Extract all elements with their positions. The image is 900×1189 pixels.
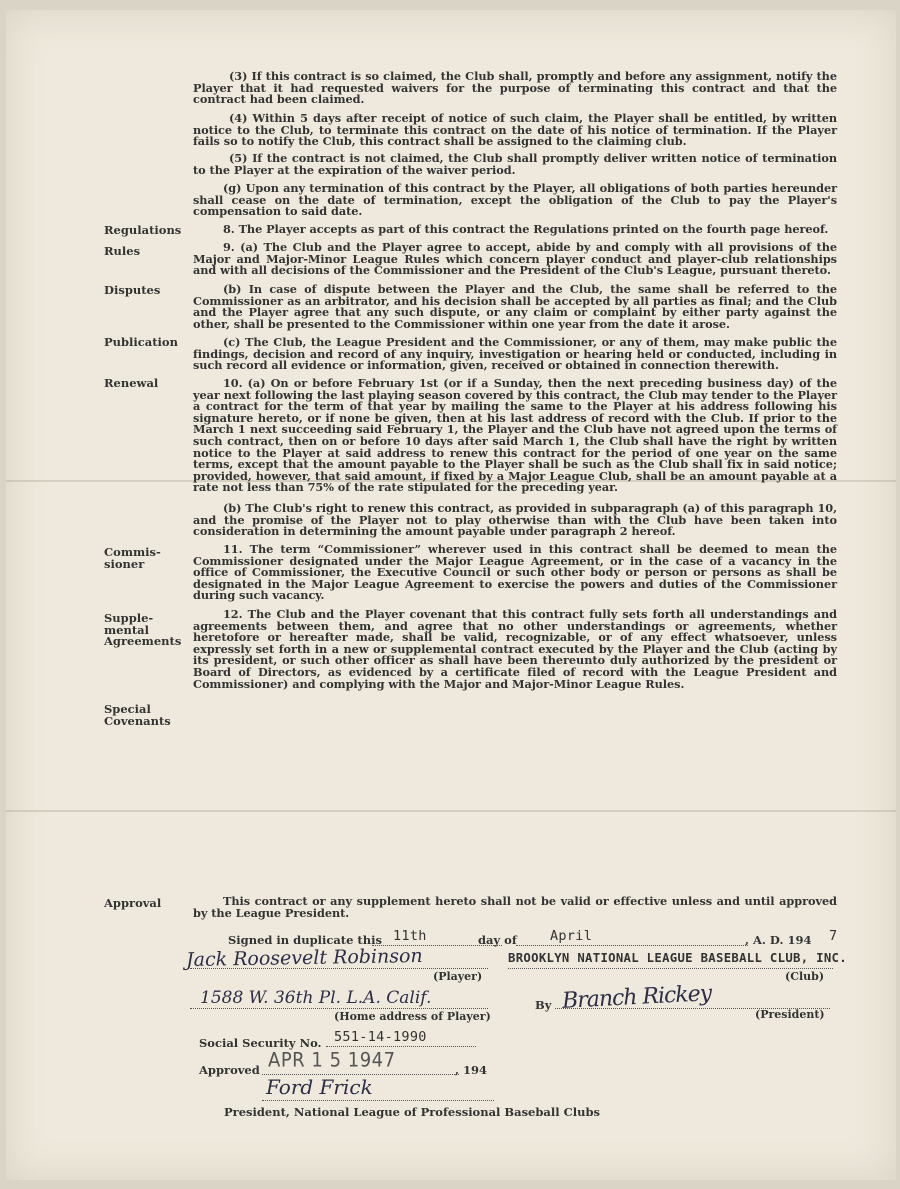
margin-label-disputes: Disputes xyxy=(104,283,161,297)
day-of-label: day of xyxy=(478,933,517,947)
president-label: (President) xyxy=(755,1008,825,1021)
paragraph-10a: 10. (a) On or before February 1st (or if a Sunday, then the next preceding business day) of the year next following the last playing season covered by this contract, the Club may tender to the Player a contract for the term of that year by mailing the same to the Player at his address following his signature hereto, or if none be given, then at his last address of record with the Club. If prior to the March 1 next succeeding said February 1, the Player and the Club have not agreed upon the terms of such contract, then on or before 10 days after said March 1, the Club shall have the right by written notice to the Player at said address to renew this contract for the period of one year on the same terms, except that the amount payable to the Player shall be such as the Club shall fix in said notice; provided, however, that said amount, if fixed by a Major League Club, shall be an amount payable at a rate not less than 75% of the rate stipulated for the preceding year. xyxy=(193,376,837,495)
margin-label-line: Supple- xyxy=(104,611,154,625)
year-suffix: 7 xyxy=(829,928,838,944)
club-name: BROOKLYN NATIONAL LEAGUE BASEBALL CLUB, INC. xyxy=(508,951,847,965)
league-president-title: President, National League of Professional Baseball Clubs xyxy=(224,1105,601,1119)
player-signature-underline xyxy=(190,968,488,969)
paragraph-g: (g) Upon any termination of this contract by the Player, all obligations of both parties hereunder shall cease on the date of termination, except the obligation of the Club to pay the Player's compensation to said date. xyxy=(193,181,837,219)
margin-label-line: mental xyxy=(104,622,149,637)
approved-year-suffix: , 194 xyxy=(455,1063,488,1077)
player-label: (Player) xyxy=(433,970,483,983)
month-underline xyxy=(516,945,748,946)
player-signature: Jack Roosevelt Robinson xyxy=(185,944,423,972)
home-address-value: 1588 W. 36th Pl. L.A. Calif. xyxy=(200,988,432,1008)
margin-label-special-covenants xyxy=(104,704,194,727)
signed-month-value: April xyxy=(550,928,593,944)
margin-label-supplemental xyxy=(104,613,194,648)
approved-label: Approved xyxy=(199,1063,260,1077)
by-label: By xyxy=(535,998,552,1012)
paragraph-approval: This contract or any supplement hereto shall not be valid or effective unless and until approved by the League President. xyxy=(193,894,837,920)
home-address-label: (Home address of Player) xyxy=(334,1010,491,1023)
paragraph-9b: (b) In case of dispute between the Player and the Club, the same shall be referred to the Commissioner as an arbitrator, and his decision shall be accepted by all parties as final; and the Club and the Player agree that any such dispute, or any claim or complaint by either party against the other, shall be presented to the Commissioner within one year from the date it arose. xyxy=(193,282,837,331)
margin-label-renewal: Renewal xyxy=(104,376,159,390)
paragraph-8: 8. The Player accepts as part of this contract the Regulations printed on the fourth page hereof. xyxy=(223,222,829,236)
paragraph-9a: 9. (a) The Club and the Player agree to accept, abide by and comply with all provisions of the Major and Major-Minor League Rules which concern player conduct and player-club relationships and with all decisions of the Commissioner and the President of the Club's League, pursuant thereto. xyxy=(193,240,837,278)
margin-label-approval: Approval xyxy=(104,896,162,910)
league-president-signature: Ford Frick xyxy=(266,1075,373,1099)
margin-label-rules: Rules xyxy=(104,244,141,258)
margin-label-line: Special xyxy=(104,702,151,716)
paragraph-9c: (c) The Club, the League President and the Commissioner, or any of them, may make public the findings, decision and record of any inquiry, investigation or hearing held or conducted, including in such record all evidence or information, given, received or obtained in connection therewith. xyxy=(193,335,837,373)
president-signature: Branch Rickey xyxy=(561,981,712,1014)
club-underline xyxy=(508,968,833,969)
paragraph-12: 12. The Club and the Player covenant that this contract fully sets forth all understandings and agreements between them, and agree that no other understandings or agreements, whether heretofore or hereafter made, shall be valid, recognizable, or of any effect whatsoever, unless expressly set forth in a new or supplemental contract executed by the Player and the Club (acting by its president, or such other officer as shall have been thereunto duly authorized by the president or Board of Directors, as evidenced by a certificate filed of record with the League President and Commissioner) and complying with the Major and Major-Minor League Rules. xyxy=(193,607,837,691)
margin-label-publication: Publication xyxy=(104,335,178,349)
margin-label-line: Covenants xyxy=(104,713,171,728)
paragraph-5: (5) If the contract is not claimed, the Club shall promptly deliver written notice of termination to the Player at the expiration of the waiver period. xyxy=(193,151,837,177)
paragraph-3: (3) If this contract is so claimed, the Club shall, promptly and before any assignment, notify the Player that it had requested waivers for the purpose of terminating this contract and that the contract had been claimed. xyxy=(193,69,837,107)
league-president-underline xyxy=(262,1100,494,1101)
ad-year-prefix: , A. D. 194 xyxy=(745,933,812,947)
margin-label-line: sioner xyxy=(104,556,145,571)
margin-label-line: Commis- xyxy=(104,545,161,559)
paragraph-4: (4) Within 5 days after receipt of notice of such claim, the Player shall be entitled, by written notice to the Club, to terminate this contract on the date of his notice of termination. If the Player fails so to notify the Club, this contract shall be assigned to the claiming club. xyxy=(193,111,837,149)
approved-date-stamp: APR 1 5 1947 xyxy=(268,1048,396,1073)
club-label: (Club) xyxy=(785,970,825,983)
ssn-value: 551-14-1990 xyxy=(334,1029,427,1045)
paper-fold-line xyxy=(6,810,896,812)
paragraph-11: 11. The term “Commissioner” wherever used in this contract shall be deemed to mean the Commissioner designated under the Major League Agreement, or in the case of a vacancy in the office of Commissioner, the Executive Council or such other body or person or persons as shall be designated in the Major League Agreement to exercise the powers and duties of the Commissioner during such vacancy. xyxy=(193,542,837,603)
home-address-underline xyxy=(190,1008,488,1009)
paragraph-10b: (b) The Club's right to renew this contract, as provided in subparagraph (a) of this paragraph 10, and the promise of the Player not to play otherwise than with the Club have been taken into consideration in determining the amount payable under paragraph 2 hereof. xyxy=(193,501,837,539)
ssn-label: Social Security No. xyxy=(199,1036,322,1050)
ssn-underline xyxy=(326,1046,476,1047)
margin-label-commissioner xyxy=(104,547,194,570)
margin-label-line: Agreements xyxy=(104,634,182,648)
margin-label-regulations: Regulations xyxy=(104,223,182,237)
signed-prefix: Signed in duplicate this xyxy=(228,933,382,947)
signed-day-value: 11th xyxy=(393,928,427,944)
